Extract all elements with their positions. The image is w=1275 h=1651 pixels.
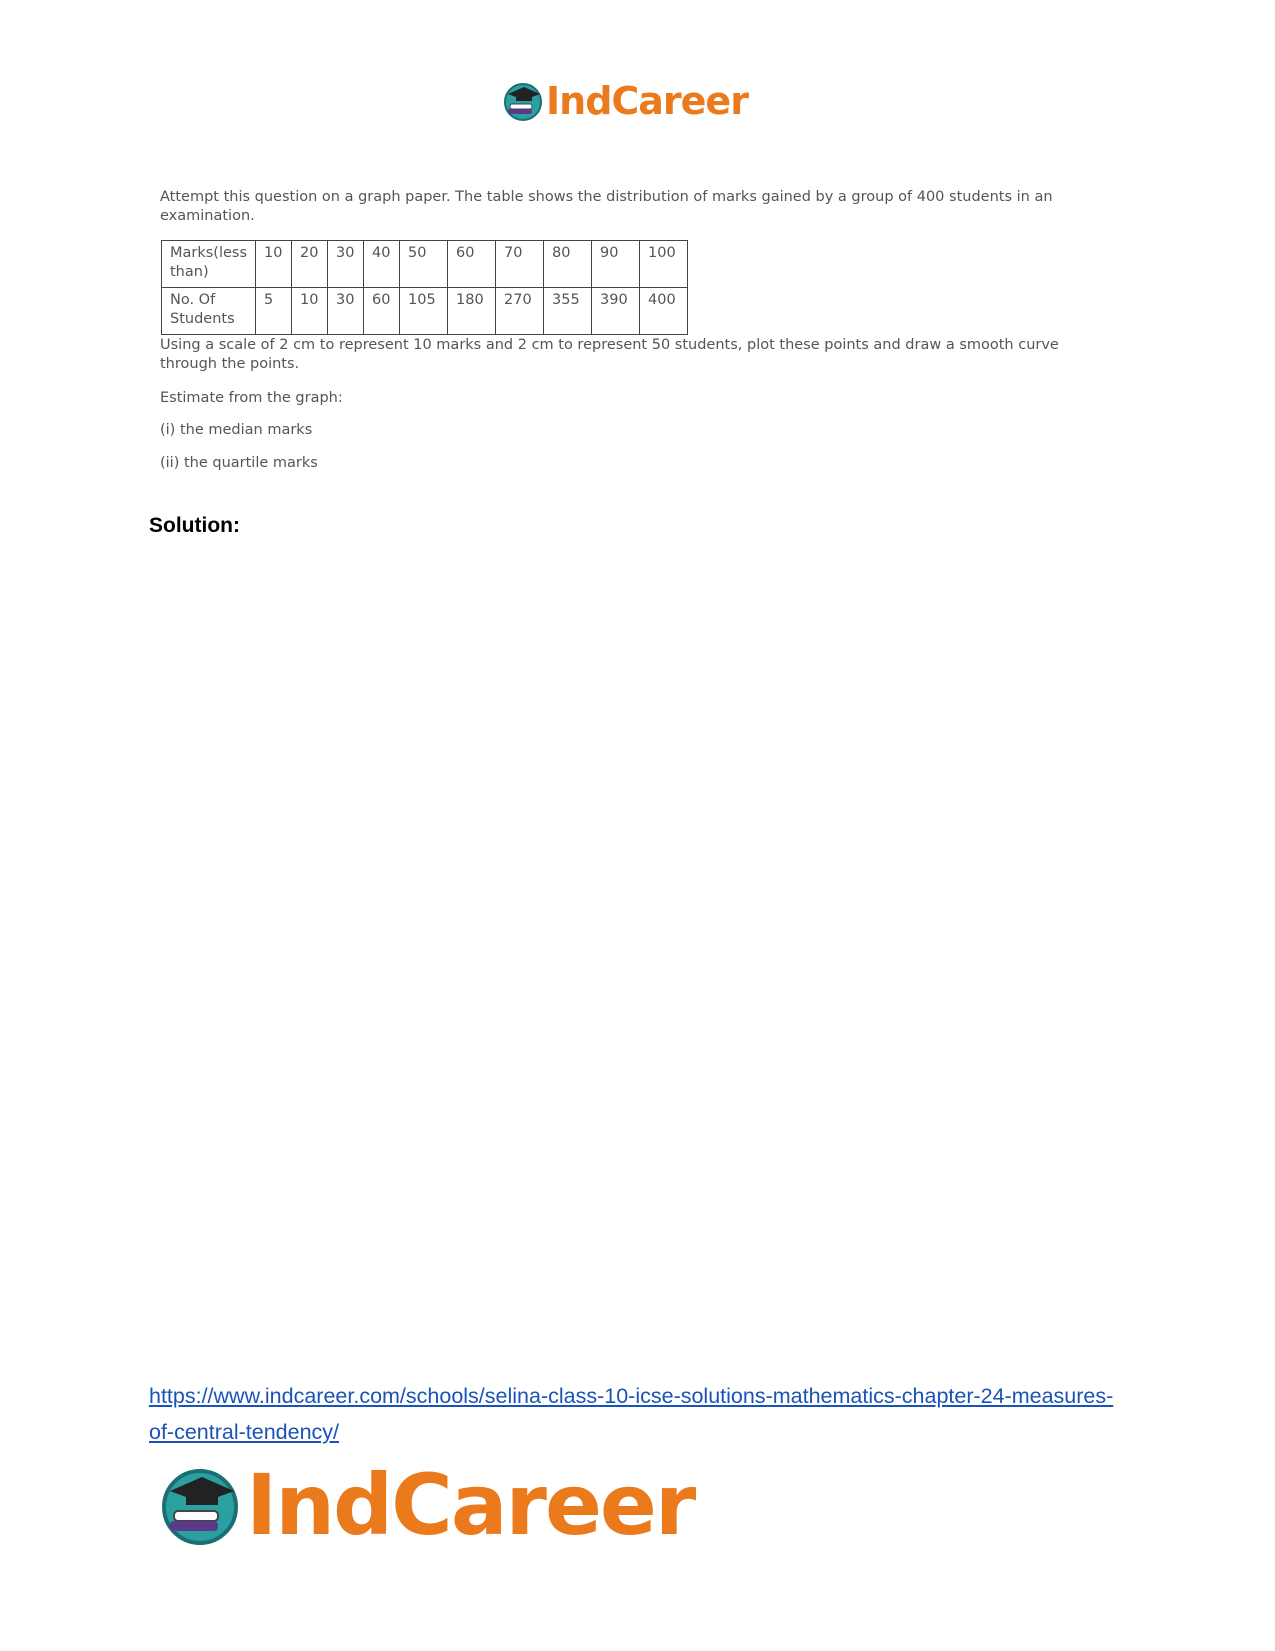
table-row: [162, 288, 688, 335]
indcareer-logo-bottom: [158, 1456, 695, 1554]
table-cell: 10: [292, 288, 328, 335]
table-cell: 70: [496, 241, 544, 288]
table-cell: 50: [400, 241, 448, 288]
table-cell: 400: [640, 288, 688, 335]
table-cell: 270: [496, 288, 544, 335]
indcareer-logo-top: [502, 80, 748, 122]
table-cell: 60: [364, 288, 400, 335]
scale-instructions: Using a scale of 2 cm to represent 10 marks and 2 cm to represent 50 students, plot these points and draw a smooth curve through the points.: [160, 337, 1059, 372]
table-cell: No. Of Students: [162, 288, 256, 335]
marks-distribution-table: [161, 240, 688, 335]
question-intro: Attempt this question on a graph paper. The table shows the distribution of marks gained by a group of 400 students in an examination.: [160, 189, 1053, 224]
table-cell: 40: [364, 241, 400, 288]
table-cell: 90: [592, 241, 640, 288]
brand-wordmark: IndCareer: [246, 1456, 695, 1554]
table-row: [162, 241, 688, 288]
solution-heading: Solution:: [149, 514, 240, 537]
table-cell: 105: [400, 288, 448, 335]
question-part-ii: (ii) the quartile marks: [160, 455, 318, 471]
graduation-globe-icon: [502, 80, 544, 122]
table-cell: 60: [448, 241, 496, 288]
table-cell: 5: [256, 288, 292, 335]
table-cell: 180: [448, 288, 496, 335]
estimate-prompt: Estimate from the graph:: [160, 390, 343, 406]
table-cell: 30: [328, 241, 364, 288]
table-cell: 10: [256, 241, 292, 288]
table-cell: 100: [640, 241, 688, 288]
table-cell: 20: [292, 241, 328, 288]
table-cell: Marks(less than): [162, 241, 256, 288]
table-cell: 80: [544, 241, 592, 288]
table-cell: 390: [592, 288, 640, 335]
graduation-globe-icon: [158, 1463, 242, 1547]
question-part-i: (i) the median marks: [160, 422, 313, 438]
source-link[interactable]: https://www.indcareer.com/schools/selina-class-10-icse-solutions-mathematics-chapter-24-measures-of-central-tendency/: [149, 1384, 1114, 1444]
table-cell: 355: [544, 288, 592, 335]
table-cell: 30: [328, 288, 364, 335]
brand-wordmark: IndCareer: [546, 79, 748, 123]
